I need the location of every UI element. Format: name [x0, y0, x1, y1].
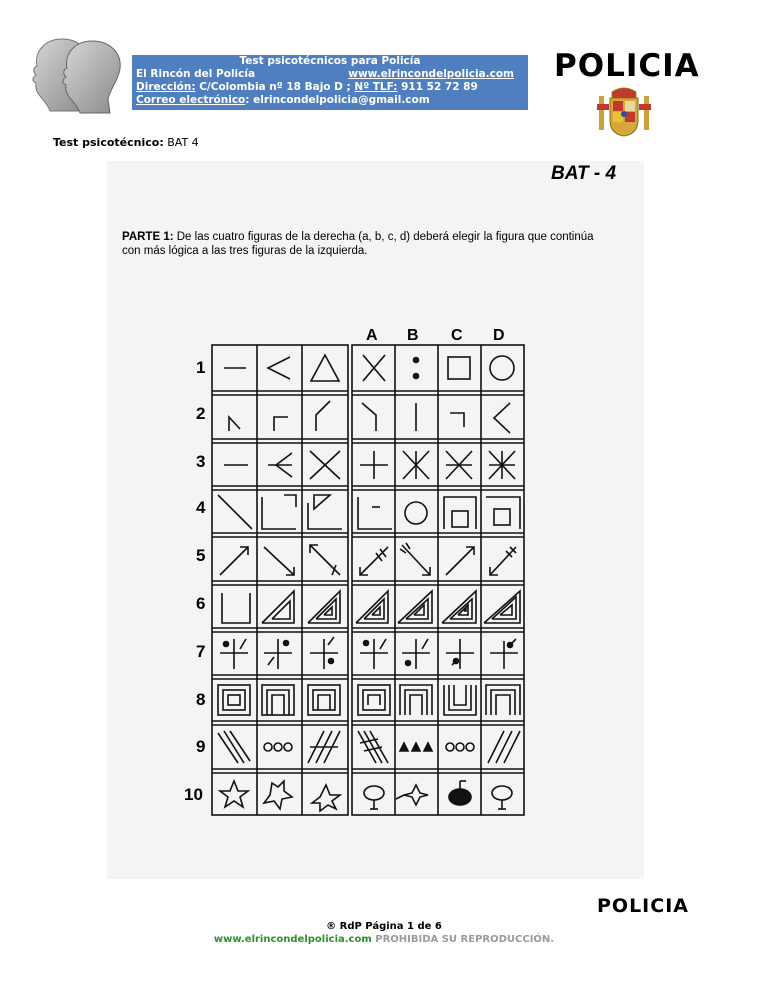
row-number-3: 3 [196, 452, 206, 471]
column-d-header: D [493, 327, 505, 344]
address-line [136, 81, 478, 94]
row-7-figures [220, 637, 518, 669]
silhouette-logo-icon [28, 33, 136, 115]
coat-of-arms-icon [596, 86, 652, 138]
email-line [136, 94, 430, 107]
part-instructions [122, 230, 622, 258]
row-8-figures [218, 685, 520, 715]
sheet-title: BAT - 4 [551, 163, 617, 184]
row-number-6: 6 [196, 594, 206, 613]
column-a-header: A [366, 327, 378, 344]
part-text-1: De las cuatro figuras de la derecha (a, b, c, d) deberá elegir la figura que continúa [176, 231, 594, 243]
row-6-figures [222, 591, 520, 623]
row-10-figures [220, 781, 512, 811]
site-name: El Rincón del Policía [136, 68, 256, 80]
row-2-figures [229, 401, 510, 433]
test-label-value: BAT 4 [167, 136, 199, 149]
test-label-key: Test psicotécnico: [53, 136, 164, 149]
row-4-figures [218, 495, 520, 529]
row-number-2: 2 [196, 404, 206, 423]
row-number-1: 1 [196, 358, 206, 377]
banner-title: Test psicotécnicos para Policía [239, 55, 421, 67]
row-1-figures [224, 355, 514, 381]
row-number-10: 10 [184, 785, 203, 804]
row-number-5: 5 [196, 546, 206, 565]
footer-notice-line [0, 934, 768, 945]
row-3-figures [224, 451, 515, 479]
footer-page-info: ® RdP Página 1 de 6 [326, 921, 442, 932]
row-5-figures [220, 543, 516, 575]
email-label: Correo electrónico [136, 94, 246, 106]
footer-notice: PROHIBIDA SU REPRODUCCIÓN. [375, 934, 555, 945]
footer-site-link[interactable]: www.elrincondelpolicia.com [213, 934, 372, 945]
figure-grid [210, 343, 530, 821]
row-number-8: 8 [196, 690, 206, 709]
address-label: Dirección: [136, 81, 196, 93]
header-banner [132, 55, 528, 110]
row-number-9: 9 [196, 737, 206, 756]
column-c-header: C [451, 327, 463, 344]
column-b-header: B [407, 327, 419, 344]
phone-value: 911 52 72 89 [401, 81, 478, 93]
row-9-figures [218, 731, 520, 763]
site-link[interactable]: www.elrincondelpolicia.com [348, 68, 514, 80]
row-number-7: 7 [196, 642, 206, 661]
phone-label: Nº TLF: [354, 81, 398, 93]
part-label: PARTE 1: [122, 231, 174, 243]
policia-logo: POLICIA [554, 48, 700, 84]
address-value: C/Colombia nº 18 Bajo D ; [199, 81, 351, 93]
email-value[interactable]: : elrincondelpolicia@gmail.com [245, 94, 430, 106]
part-text-2: con más lógica a las tres figuras de la izquierda. [122, 245, 368, 257]
test-label [53, 136, 199, 149]
row-number-4: 4 [196, 498, 206, 517]
footer-policia-logo: POLICIA [597, 895, 689, 917]
